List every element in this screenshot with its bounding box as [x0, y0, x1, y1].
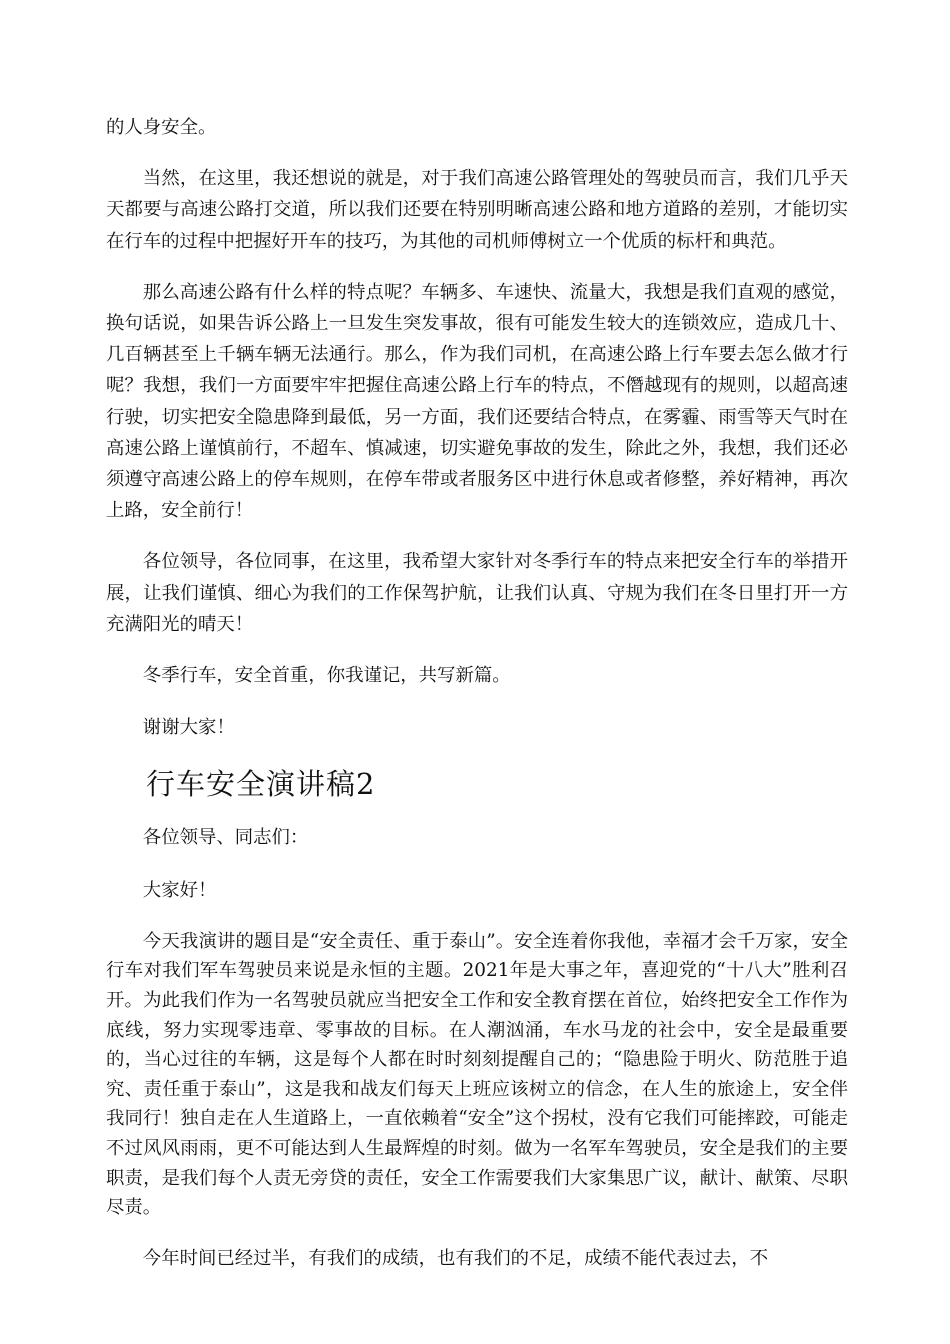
paragraph-greeting: 大家好！ [142, 879, 217, 901]
paragraph-thanks: 谢谢大家！ [142, 717, 235, 739]
paragraph-slogan: 冬季行车，安全首重，你我谨记，共写新篇。 [142, 665, 511, 687]
paragraph-highway-features: 那么高速公路有什么样的特点呢？车辆多、车速快、流量大，我想是我们直观的感觉，换句话说，如果告诉公路上一旦发生突发事故，很有可能发生较大的连锁效应，造成几十、几百辆甚至上千辆车辆无法通行。那么，作为我们司机，在高速公路上行车要去怎么做才行呢？我想，我们一方面要牢牢把握住高速公路上行车的特点，不僭越现有的规则，以超高速行驶，切实把安全隐患降到最低，另一方面，我们还要结合特点，在雾霾、雨雪等天气时在高速公路上谨慎前行，不超车、慎减速，切实避免事故的发生，除此之外，我想，我们还必须遵守高速公路上的停车规则，在停车带或者服务区中进行休息或者修整，养好精神，再次上路，安全前行！ [106, 281, 848, 522]
paragraph-salutation: 各位领导、同志们： [142, 827, 309, 849]
section-heading: 行车安全演讲稿2 [146, 767, 376, 802]
paragraph-appeal: 各位领导，各位同事，在这里，我希望大家针对冬季行车的特点来把安全行车的举措开展，让我们谨慎、细心为我们的工作保驾护航，让我们认真、守规为我们在冬日里打开一方充满阳光的晴天！ [106, 551, 848, 635]
document-page [106, 112, 848, 1294]
paragraph-continuation: 的人身安全。 [106, 117, 217, 138]
paragraph-speech-topic: 今天我演讲的题目是“安全责任、重于泰山”。安全连着你我他，幸福才会千万家，安全行车对我们军车驾驶员来说是永恒的主题。2021年是大事之年，喜迎党的“十八大”胜利召开。为此我们作为一名驾驶员就应当把安全工作和安全教育摆在首位，始终把安全工作作为底线，努力实现零违章、零事故的目标。在人潮汹涌，车水马龙的社会中，安全是最重要的，当心过往的车辆，这是每个人都在时时刻刻提醒自己的；“隐患险于明火、防范胜于追究、责任重于泰山”，这是我和战友们每天上班应该树立的信念，在人生的旅途上，安全伴我同行！独自走在人生道路上，一直依赖着“安全”这个拐杖，没有它我们可能摔跤，可能走不过风风雨雨，更不可能达到人生最辉煌的时刻。做为一名军车驾驶员，安全是我们的主要职责，是我们每个人责无旁贷的责任，安全工作需要我们大家集思广议，献计、献策、尽职尽责。 [106, 930, 848, 1219]
paragraph-half-year: 今年时间已经过半，有我们的成绩，也有我们的不足，成绩不能代表过去，不 [142, 1247, 769, 1269]
paragraph-highway-drivers: 当然，在这里，我还想说的就是，对于我们高速公路管理处的驾驶员而言，我们几乎天天都要与高速公路打交道，所以我们还要在特别明晰高速公路和地方道路的差别，才能切实在行车的过程中把握好开车的技巧，为其他的司机师傅树立一个优质的标杆和典范。 [106, 168, 848, 252]
